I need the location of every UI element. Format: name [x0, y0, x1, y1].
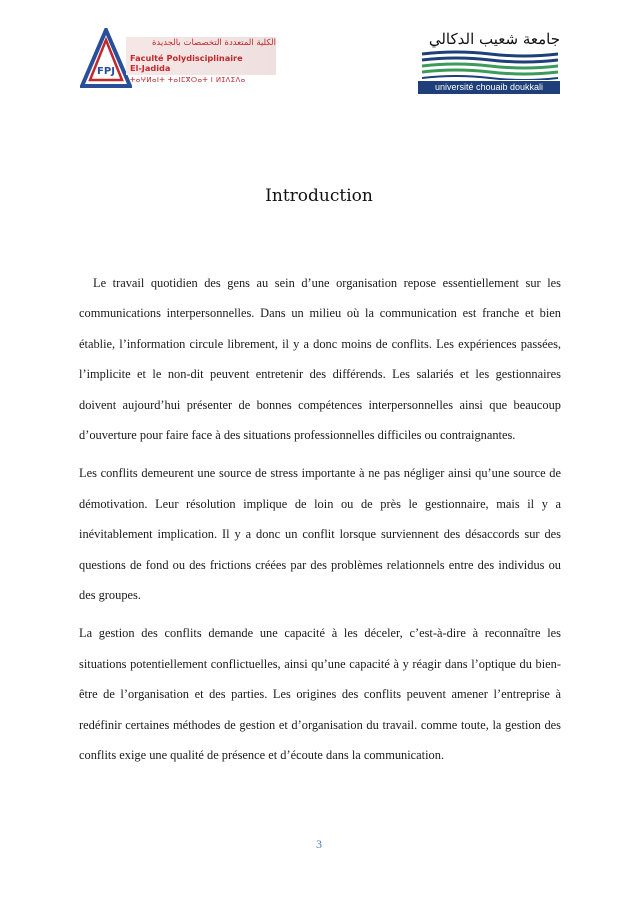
page-number: 3	[316, 837, 322, 851]
faculty-french-name-line2: El-Jadida	[130, 63, 171, 73]
paragraph-1: Le travail quotidien des gens au sein d’une organisation repose essentiellement sur les communications interpersonnelles. Dans un milieu où la communication est franche et bien établie, l’information circule librement, il y a donc moins de conflits. Les expériences passées, l’implicite et le non-dit peuvent entretenir des différends. Les salariés et les gestionnaires doivent aujourd’hui présenter de bonnes compétences interpersonnelles ainsi que beaucoup d’ouverture pour faire face à des situations professionnelles difficiles ou contraignantes.	[79, 276, 561, 443]
faculty-logo	[80, 26, 280, 92]
university-logo	[418, 30, 560, 94]
paragraph-2: Les conflits demeurent une source de stress importante à ne pas négliger ainsi qu’une source de démotivation. Leur résolution implique de loin ou de près le gestionnaire, mais il y a inévitablement implication. Il y a donc un conflit lorsque surviennent des désaccords sur des questions de fond ou des frictions créées par des problèmes relationnels entre des individus ou des groupes.	[79, 466, 561, 603]
faculty-emblem-icon	[80, 28, 132, 90]
page-title: Introduction	[265, 186, 373, 206]
university-waves-icon	[422, 50, 558, 80]
faculty-french-name-line1: Faculté Polydisciplinaire	[130, 53, 243, 63]
faculty-arabic-name: الكلية المتعددة التخصصات بالجديدة	[151, 38, 276, 48]
faculty-tifinagh-name: ⵜⴰⵖⵍⴰⵏⵜ ⵜⴰⵏⵎⴳⵔⴰⵜ ⵏ ⵍⵊⴷⵉⴷⴰ	[130, 76, 246, 84]
paragraph-3: La gestion des conflits demande une capacité à les déceler, c’est-à-dire à reconnaître les situations potentiellement conflictuelles, ainsi qu’une capacité à y réagir dans l’optique du bien-être de l’organisation et des parties. Les origines des conflits peuvent amener l’entreprise à redéfinir certaines méthodes de gestion et d’organisation du travail. comme toute, la gestion des conflits exige une qualité de présence et d’écoute dans la communication.	[79, 626, 561, 763]
document-body	[79, 268, 561, 771]
emblem-text: FPJ	[97, 66, 115, 77]
university-latin-name: université chouaib doukkali	[418, 81, 560, 94]
university-arabic-name: جامعة شعيب الدكالي	[428, 30, 560, 48]
